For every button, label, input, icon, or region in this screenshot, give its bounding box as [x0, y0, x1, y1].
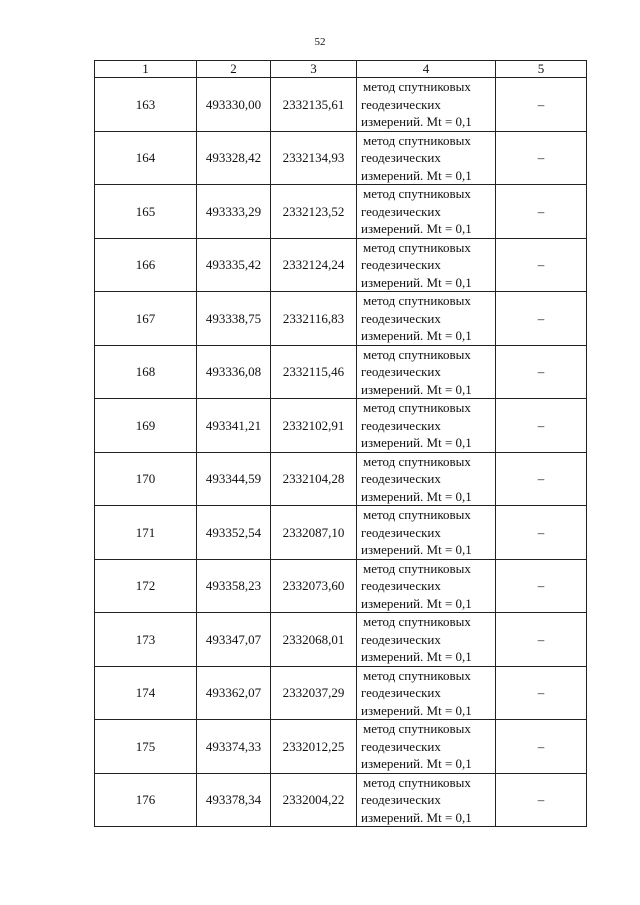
description-cell: – — [496, 666, 587, 720]
method-line: измерений. Mt = 0,1 — [361, 435, 472, 450]
method-line: метод спутниковых — [363, 614, 471, 629]
point-number-cell: 167 — [95, 292, 197, 346]
description-cell: – — [496, 131, 587, 185]
method-line: метод спутниковых — [363, 186, 471, 201]
point-number-cell: 173 — [95, 613, 197, 667]
description-cell: – — [496, 345, 587, 399]
description-cell: – — [496, 399, 587, 453]
table-row — [95, 399, 587, 453]
method-line: измерений. Mt = 0,1 — [361, 649, 472, 664]
point-number-cell: 165 — [95, 185, 197, 239]
description-cell: – — [496, 452, 587, 506]
table-row — [95, 292, 587, 346]
description-cell: – — [496, 185, 587, 239]
table-row — [95, 613, 587, 667]
point-number-cell: 176 — [95, 773, 197, 827]
method-cell — [357, 452, 496, 506]
point-number-cell: 164 — [95, 131, 197, 185]
y-coordinate-cell: 2332068,01 — [271, 613, 357, 667]
method-line: геодезических — [361, 257, 441, 272]
method-line: измерений. Mt = 0,1 — [361, 328, 472, 343]
y-coordinate-cell: 2332135,61 — [271, 78, 357, 132]
y-coordinate-cell: 2332134,93 — [271, 131, 357, 185]
method-line: геодезических — [361, 738, 441, 754]
method-line: метод спутниковых — [363, 774, 471, 790]
method-line: геодезических — [361, 150, 441, 165]
method-line: измерений. Mt = 0,1 — [361, 274, 472, 290]
method-line: геодезических — [361, 417, 441, 433]
header-col-1: 1 — [95, 61, 197, 78]
method-line: метод спутниковых — [363, 721, 471, 736]
method-cell — [357, 78, 496, 132]
y-coordinate-cell: 2332012,25 — [271, 720, 357, 774]
x-coordinate-cell: 493378,34 — [197, 773, 271, 827]
x-coordinate-cell: 493362,07 — [197, 666, 271, 720]
method-line: метод спутниковых — [363, 346, 471, 362]
x-coordinate-cell: 493338,75 — [197, 292, 271, 346]
method-line: измерений. Mt = 0,1 — [361, 542, 472, 557]
header-col-3: 3 — [271, 61, 357, 78]
header-col-4: 4 — [357, 61, 496, 78]
x-coordinate-cell: 493344,59 — [197, 452, 271, 506]
description-cell: – — [496, 773, 587, 827]
table-row — [95, 185, 587, 239]
table-row — [95, 78, 587, 132]
method-line: метод спутниковых — [363, 400, 471, 415]
coordinates-table — [94, 60, 587, 827]
table-row — [95, 452, 587, 506]
method-line: геодезических — [361, 578, 441, 593]
page-number: 52 — [314, 36, 326, 48]
method-line: метод спутниковых — [363, 293, 471, 308]
method-line: измерений. Mt = 0,1 — [361, 221, 472, 236]
y-coordinate-cell: 2332004,22 — [271, 773, 357, 827]
x-coordinate-cell: 493328,42 — [197, 131, 271, 185]
method-cell — [357, 185, 496, 239]
method-line: метод спутниковых — [363, 667, 471, 683]
method-cell — [357, 559, 496, 613]
point-number-cell: 172 — [95, 559, 197, 613]
table-row — [95, 506, 587, 560]
method-line: метод спутниковых — [363, 239, 471, 255]
header-col-2: 2 — [197, 61, 271, 78]
method-line: геодезических — [361, 364, 441, 379]
table-body — [95, 78, 587, 827]
point-number-cell: 168 — [95, 345, 197, 399]
method-line: геодезических — [361, 471, 441, 486]
y-coordinate-cell: 2332104,28 — [271, 452, 357, 506]
method-line: метод спутниковых — [363, 79, 471, 94]
method-line: метод спутниковых — [363, 507, 471, 522]
header-col-5: 5 — [496, 61, 587, 78]
point-number-cell: 169 — [95, 399, 197, 453]
method-line: измерений. Mt = 0,1 — [361, 809, 472, 825]
y-coordinate-cell: 2332116,83 — [271, 292, 357, 346]
description-cell: – — [496, 613, 587, 667]
method-cell — [357, 131, 496, 185]
description-cell: – — [496, 720, 587, 774]
table-header — [95, 61, 587, 78]
x-coordinate-cell: 493352,54 — [197, 506, 271, 560]
method-line: геодезических — [361, 203, 441, 219]
description-cell: – — [496, 238, 587, 292]
description-cell: – — [496, 78, 587, 132]
y-coordinate-cell: 2332087,10 — [271, 506, 357, 560]
method-line: метод спутниковых — [363, 453, 471, 469]
x-coordinate-cell: 493335,42 — [197, 238, 271, 292]
x-coordinate-cell: 493336,08 — [197, 345, 271, 399]
method-line: измерений. Mt = 0,1 — [361, 702, 472, 718]
method-cell — [357, 666, 496, 720]
method-line: метод спутниковых — [363, 560, 471, 576]
method-line: измерений. Mt = 0,1 — [361, 381, 472, 397]
point-number-cell: 166 — [95, 238, 197, 292]
table-row — [95, 345, 587, 399]
header-row — [95, 61, 587, 78]
point-number-cell: 175 — [95, 720, 197, 774]
method-line: геодезических — [361, 685, 441, 700]
method-line: геодезических — [361, 631, 441, 647]
y-coordinate-cell: 2332123,52 — [271, 185, 357, 239]
method-cell — [357, 238, 496, 292]
x-coordinate-cell: 493330,00 — [197, 78, 271, 132]
method-line: метод спутниковых — [363, 132, 471, 148]
method-line: геодезических — [361, 310, 441, 326]
description-cell: – — [496, 506, 587, 560]
method-line: геодезических — [361, 792, 441, 807]
y-coordinate-cell: 2332115,46 — [271, 345, 357, 399]
point-number-cell: 171 — [95, 506, 197, 560]
y-coordinate-cell: 2332073,60 — [271, 559, 357, 613]
y-coordinate-cell: 2332124,24 — [271, 238, 357, 292]
method-line: измерений. Mt = 0,1 — [361, 756, 472, 771]
method-cell — [357, 773, 496, 827]
description-cell: – — [496, 292, 587, 346]
method-line: измерений. Mt = 0,1 — [361, 167, 472, 183]
method-cell — [357, 613, 496, 667]
x-coordinate-cell: 493374,33 — [197, 720, 271, 774]
method-line: геодезических — [361, 96, 441, 112]
x-coordinate-cell: 493347,07 — [197, 613, 271, 667]
method-cell — [357, 292, 496, 346]
table-row — [95, 666, 587, 720]
point-number-cell: 174 — [95, 666, 197, 720]
x-coordinate-cell: 493358,23 — [197, 559, 271, 613]
y-coordinate-cell: 2332037,29 — [271, 666, 357, 720]
table-row — [95, 720, 587, 774]
method-line: измерений. Mt = 0,1 — [361, 595, 472, 611]
method-line: геодезических — [361, 524, 441, 540]
table-row — [95, 131, 587, 185]
x-coordinate-cell: 493341,21 — [197, 399, 271, 453]
method-line: измерений. Mt = 0,1 — [361, 488, 472, 504]
table-row — [95, 238, 587, 292]
y-coordinate-cell: 2332102,91 — [271, 399, 357, 453]
x-coordinate-cell: 493333,29 — [197, 185, 271, 239]
point-number-cell: 170 — [95, 452, 197, 506]
description-cell: – — [496, 559, 587, 613]
method-cell — [357, 399, 496, 453]
table-row — [95, 773, 587, 827]
method-cell — [357, 720, 496, 774]
point-number-cell: 163 — [95, 78, 197, 132]
method-line: измерений. Mt = 0,1 — [361, 114, 472, 129]
method-cell — [357, 345, 496, 399]
method-cell — [357, 506, 496, 560]
table-row — [95, 559, 587, 613]
